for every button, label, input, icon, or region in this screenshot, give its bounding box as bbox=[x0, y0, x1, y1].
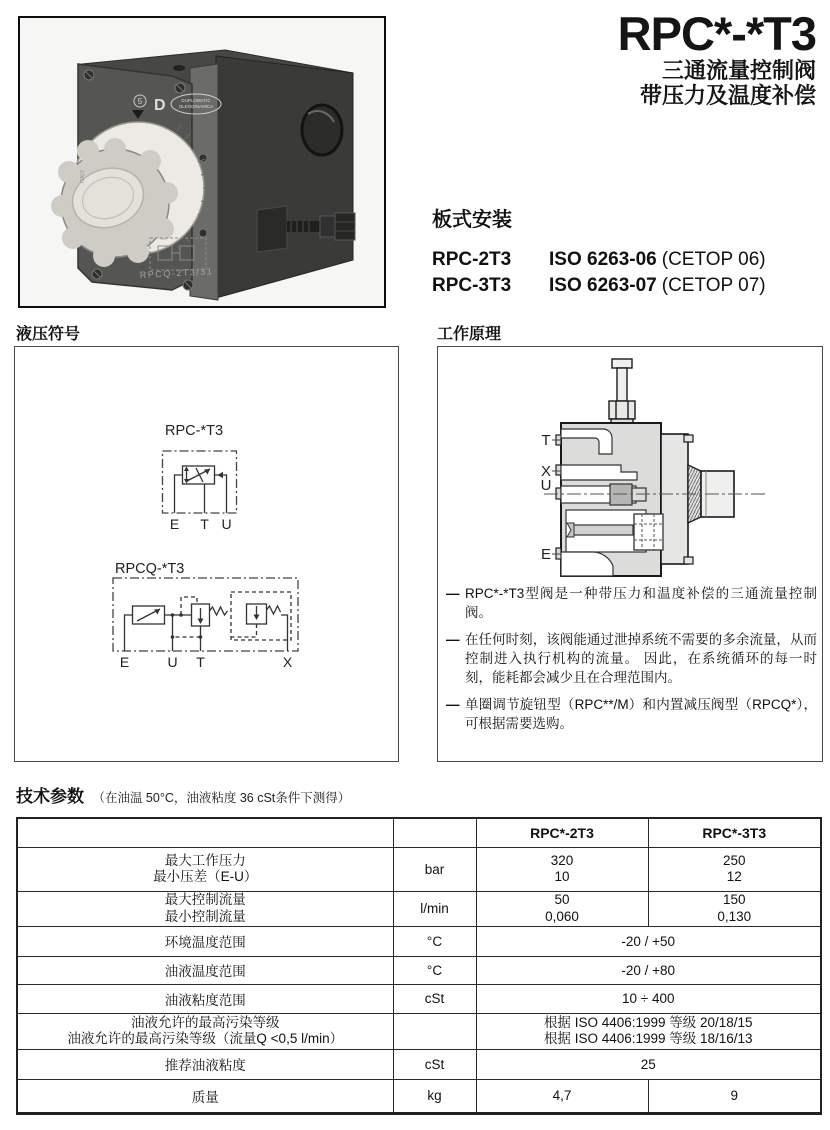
row-value: 150 0,130 bbox=[648, 891, 821, 926]
svg-text:U: U bbox=[540, 477, 552, 494]
row-unit: bar bbox=[393, 847, 476, 891]
section-port-labels bbox=[541, 432, 552, 563]
header-empty-cell bbox=[17, 818, 393, 847]
row-value-merged: 根据 ISO 4406:1999 等级 20/18/15 根据 ISO 4406:1999 等级 18/16/13 bbox=[476, 1013, 821, 1049]
svg-text:E: E bbox=[119, 654, 130, 670]
bullet-dash: — bbox=[446, 697, 460, 712]
row-value-merged: 10 ÷ 400 bbox=[476, 984, 821, 1013]
row-label: 推荐油液粘度 bbox=[17, 1049, 393, 1079]
row-unit: °C bbox=[393, 926, 476, 956]
page-subtitle-2: 带压力及温度补偿 bbox=[639, 83, 816, 108]
col-header-rpc2t3: RPC*-2T3 bbox=[476, 818, 648, 847]
row-unit: l/min bbox=[393, 891, 476, 926]
hydraulic-symbols-diagram bbox=[15, 347, 396, 759]
model-name: RPC-3T3 bbox=[432, 275, 512, 296]
col-header-rpc3t3: RPC*-3T3 bbox=[648, 818, 821, 847]
header-unit-cell bbox=[393, 818, 476, 847]
model-standard: ISO 6263-06 bbox=[549, 249, 657, 270]
symbol2-lines bbox=[125, 592, 292, 651]
row-unit bbox=[393, 1013, 476, 1049]
row-value-merged: -20 / +50 bbox=[476, 926, 821, 956]
bullet-text: RPC*-*T3型阀是一种带压力和温度补偿的三通流量控制阀。 bbox=[465, 586, 817, 620]
svg-text:U: U bbox=[167, 654, 178, 670]
tech-data-table bbox=[16, 817, 822, 1115]
product-photo-frame bbox=[18, 16, 386, 308]
row-label: 油液允许的最高污染等级 油液允许的最高污染等级（流量Q <0,5 l/min） bbox=[17, 1013, 393, 1049]
bullet-item bbox=[446, 630, 817, 687]
tech-heading-note: （在油温 50°C，油液粘度 36 cSt条件下测得） bbox=[92, 791, 351, 805]
table-row bbox=[17, 847, 821, 891]
row-label: 油液粘度范围 bbox=[17, 984, 393, 1013]
svg-text:T: T bbox=[196, 654, 205, 670]
table-row bbox=[17, 926, 821, 956]
svg-text:DUPLOMATIC: DUPLOMATIC bbox=[181, 98, 211, 103]
table-row bbox=[17, 1049, 821, 1079]
plate-model-text: RPCQ-2T3/31 bbox=[139, 266, 214, 280]
model-cetop: (CETOP 07) bbox=[661, 275, 766, 296]
row-label: 最大控制流量 最小控制流量 bbox=[17, 891, 393, 926]
svg-text:U: U bbox=[221, 516, 232, 532]
symbol1-lines bbox=[175, 466, 227, 513]
hydraulic-symbols-box bbox=[14, 346, 399, 762]
row-value: 250 12 bbox=[648, 847, 821, 891]
valve-body-side bbox=[216, 56, 353, 298]
row-unit: cSt bbox=[393, 1049, 476, 1079]
table-row bbox=[17, 1079, 821, 1113]
working-principle-heading: 工作原理 bbox=[437, 326, 502, 343]
row-label: 油液温度范围 bbox=[17, 956, 393, 984]
row-value-merged: -20 / +80 bbox=[476, 956, 821, 984]
row-label: 质量 bbox=[17, 1079, 393, 1113]
page-title: RPC*-*T3 bbox=[617, 7, 816, 60]
row-value: 4,7 bbox=[476, 1079, 648, 1113]
bullet-dash: — bbox=[446, 586, 460, 601]
row-value-merged: 25 bbox=[476, 1049, 821, 1079]
row-label: 最大工作压力 最小压差（E-U） bbox=[17, 847, 393, 891]
mounting-type-label: 板式安装 bbox=[432, 209, 512, 231]
row-value: 50 0,060 bbox=[476, 891, 648, 926]
tech-heading-title: 技术参数 bbox=[16, 787, 84, 806]
svg-text:OLEODINAMICA: OLEODINAMICA bbox=[178, 104, 214, 109]
model-standard: ISO 6263-07 bbox=[549, 275, 657, 296]
model-row bbox=[432, 247, 766, 273]
bullet-item bbox=[446, 695, 817, 733]
svg-text:E: E bbox=[169, 516, 180, 532]
description-bullets bbox=[446, 584, 817, 741]
row-value: 9 bbox=[648, 1079, 821, 1113]
table-row bbox=[17, 956, 821, 984]
bullet-text: 在任何时刻，该阀能通过泄掉系统不需要的多余流量，从而控制进入执行机构的流量。 因此，在系统循环的每一时刻，能耗都会减少且在合理范围内。 bbox=[465, 632, 817, 685]
table-row bbox=[17, 1013, 821, 1049]
svg-text:X: X bbox=[540, 463, 552, 480]
svg-text:D: D bbox=[154, 97, 166, 114]
title-block bbox=[617, 7, 816, 108]
plate-side-text: ITALY bbox=[80, 169, 86, 183]
badge-digit: 5 bbox=[137, 97, 143, 106]
svg-text:T: T bbox=[541, 432, 551, 449]
svg-text:E: E bbox=[540, 546, 552, 563]
svg-text:T: T bbox=[200, 516, 209, 532]
valve-cross-section bbox=[438, 347, 820, 581]
svg-text:X: X bbox=[282, 654, 293, 670]
table-row bbox=[17, 984, 821, 1013]
bullet-item bbox=[446, 584, 817, 622]
symbol1-ports bbox=[170, 516, 232, 532]
row-label: 环境温度范围 bbox=[17, 926, 393, 956]
model-row bbox=[432, 273, 766, 299]
model-list bbox=[432, 247, 766, 299]
end-flange bbox=[661, 434, 688, 564]
page-subtitle-1: 三通流量控制阀 bbox=[661, 58, 816, 83]
model-cetop: (CETOP 06) bbox=[661, 249, 766, 270]
working-principle-box bbox=[437, 346, 823, 762]
row-unit: kg bbox=[393, 1079, 476, 1113]
row-unit: °C bbox=[393, 956, 476, 984]
product-photo bbox=[20, 18, 384, 306]
symbol2-label: RPCQ-*T3 bbox=[115, 561, 185, 577]
table-header-row bbox=[17, 818, 821, 847]
row-unit: cSt bbox=[393, 984, 476, 1013]
row-value: 320 10 bbox=[476, 847, 648, 891]
tech-data-heading bbox=[16, 782, 350, 807]
bullet-dash: — bbox=[446, 632, 460, 647]
symbol2-ports bbox=[120, 654, 293, 670]
bullet-text: 单圈调节旋钮型（RPC**/M）和内置减压阀型（RPCQ*），可根据需要选购。 bbox=[465, 697, 817, 731]
model-name: RPC-2T3 bbox=[432, 249, 512, 270]
symbol1-label: RPC-*T3 bbox=[165, 423, 224, 439]
hydraulic-symbols-heading: 液压符号 bbox=[16, 326, 81, 343]
table-row bbox=[17, 891, 821, 926]
